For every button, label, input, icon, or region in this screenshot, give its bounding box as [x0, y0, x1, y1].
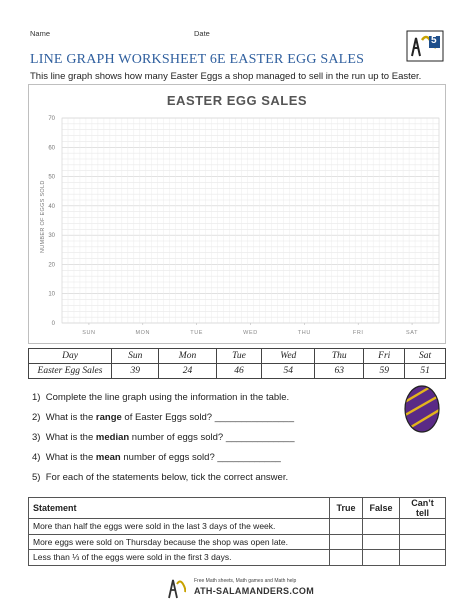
y-tick-label: 40 — [48, 203, 55, 210]
table-row — [29, 364, 446, 379]
chart-title: EASTER EGG SALES — [166, 93, 308, 108]
y-tick-label: 30 — [48, 233, 55, 240]
table-cell: 24 — [159, 364, 216, 379]
table-header-cell: Mon — [159, 349, 216, 364]
statement-text: More than half the eggs were sold in the last 3 days of the week. — [29, 519, 330, 535]
table-header-row — [29, 349, 446, 364]
table-header-cell: Fri — [364, 349, 405, 364]
x-tick-label: MON — [135, 330, 151, 336]
x-tick-label: WED — [243, 330, 258, 336]
table-cell: 59 — [364, 364, 405, 379]
statement-header: Statement — [29, 498, 330, 519]
table-header-cell: Sun — [112, 349, 159, 364]
table-cell: 39 — [112, 364, 159, 379]
table-header-cell: Tue — [216, 349, 262, 364]
date-label: Date — [194, 29, 210, 38]
true-header: True — [330, 498, 363, 519]
grade-badge: 5 — [431, 35, 437, 46]
statements-header-row — [29, 498, 446, 519]
question-4: 4) What is the mean number of eggs sold? ____________ — [32, 452, 281, 463]
y-tick-label: 0 — [51, 321, 55, 327]
table-row — [29, 519, 446, 535]
x-tick-label: THU — [297, 330, 311, 336]
question-3: 3) What is the median number of eggs sold? _____________ — [32, 432, 295, 443]
easter-egg-icon — [402, 382, 442, 434]
x-tick-label: FRI — [352, 330, 364, 336]
table-header-cell: Sat — [405, 349, 446, 364]
salamander-logo — [406, 30, 444, 62]
cant-tell-answer-cell[interactable] — [400, 534, 446, 550]
sales-table — [28, 348, 446, 379]
y-tick-label: 70 — [48, 116, 55, 122]
x-tick-label: SAT — [406, 330, 419, 336]
y-axis-label: NUMBER OF EGGS SOLD — [40, 180, 46, 253]
intro-text: This line graph shows how many Easter Eggs a shop managed to sell in the run up to Easter. — [30, 71, 422, 82]
footer-tagline: Free Math sheets, Math games and Math help — [194, 578, 297, 584]
table-header-cell: Day — [29, 349, 112, 364]
table-row — [29, 550, 446, 566]
statement-text: Less than ⅓ of the eggs were sold in the first 3 days. — [29, 550, 330, 566]
table-cell: 63 — [315, 364, 364, 379]
y-tick-label: 50 — [48, 174, 55, 181]
table-cell: 46 — [216, 364, 262, 379]
name-label: Name — [30, 29, 51, 38]
true-answer-cell[interactable] — [330, 550, 363, 566]
chart-frame — [28, 84, 446, 344]
question-1: 1) Complete the line graph using the information in the table. — [32, 392, 290, 403]
statements-table — [28, 497, 446, 566]
false-answer-cell[interactable] — [363, 550, 400, 566]
table-row-label: Easter Egg Sales — [29, 364, 112, 379]
table-row — [29, 534, 446, 550]
footer-salamander-icon — [166, 576, 186, 600]
table-cell: 51 — [405, 364, 446, 379]
footer-brand[interactable]: ATH-SALAMANDERS.COM — [194, 586, 315, 596]
false-header: False — [363, 498, 400, 519]
question-2: 2) What is the range of Easter Eggs sold? _______________ — [32, 412, 294, 423]
table-header-cell: Wed — [262, 349, 315, 364]
y-tick-label: 20 — [48, 262, 55, 269]
line-chart — [29, 85, 445, 343]
true-answer-cell[interactable] — [330, 519, 363, 535]
x-tick-label: SUN — [82, 330, 96, 336]
table-cell: 54 — [262, 364, 315, 379]
page-title: LINE GRAPH WORKSHEET 6E EASTER EGG SALES — [30, 52, 365, 67]
statement-text: More eggs were sold on Thursday because the shop was open late. — [29, 534, 330, 550]
y-tick-label: 60 — [48, 145, 55, 152]
y-tick-label: 10 — [48, 291, 55, 298]
table-header-cell: Thu — [315, 349, 364, 364]
false-answer-cell[interactable] — [363, 534, 400, 550]
cant-tell-answer-cell[interactable] — [400, 550, 446, 566]
cant-tell-answer-cell[interactable] — [400, 519, 446, 535]
cant-tell-header: Can’t tell — [400, 498, 446, 519]
plot-area — [62, 118, 439, 323]
question-5: 5) For each of the statements below, tick the correct answer. — [32, 472, 289, 483]
true-answer-cell[interactable] — [330, 534, 363, 550]
x-tick-label: TUE — [190, 330, 204, 336]
false-answer-cell[interactable] — [363, 519, 400, 535]
